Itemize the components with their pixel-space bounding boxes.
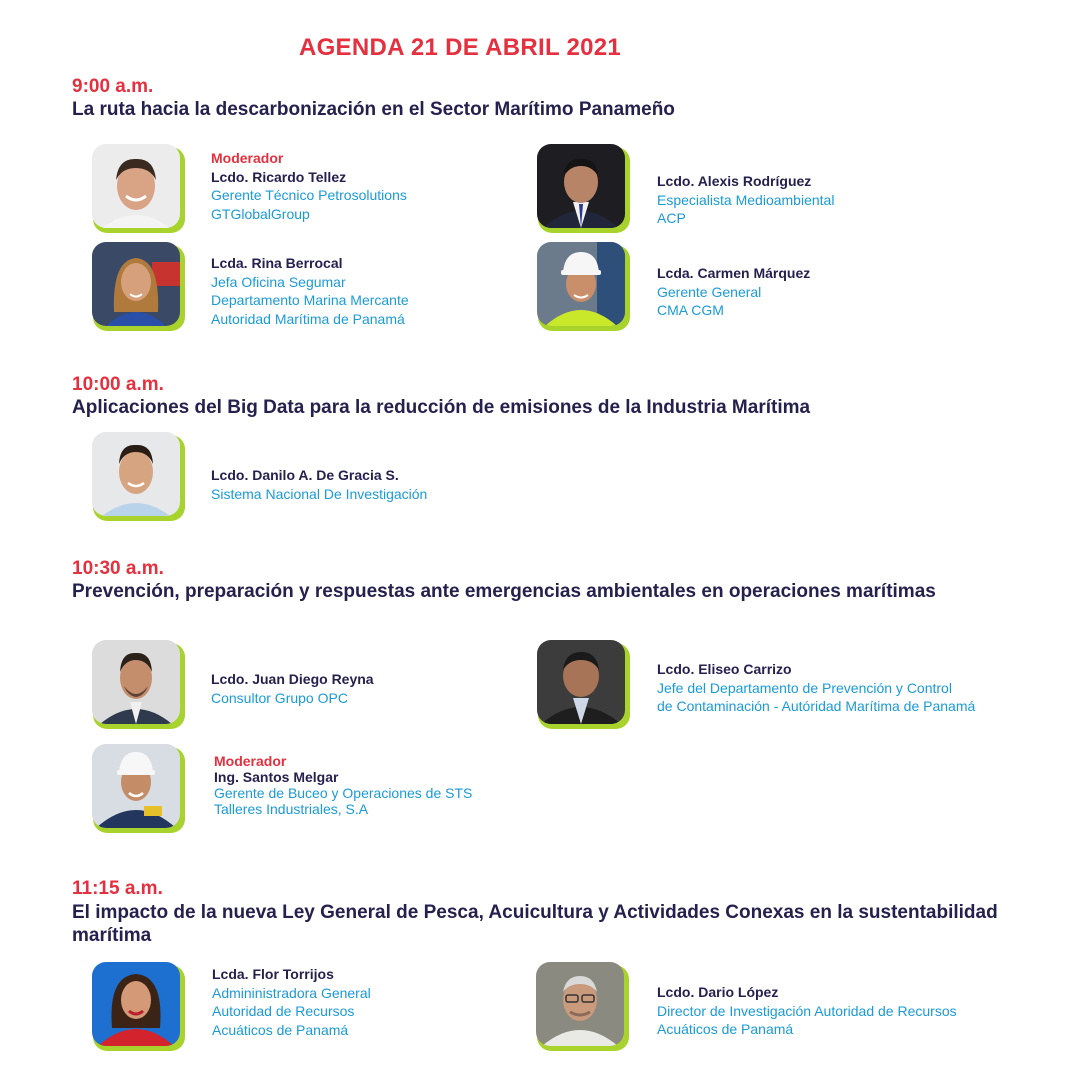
speaker-description: Jefa Oficina Segumar bbox=[211, 273, 346, 290]
speaker-card bbox=[212, 965, 371, 1039]
speaker-name: Lcdo. Danilo A. De Gracia S. bbox=[211, 467, 399, 483]
speaker-name: Lcdo. Ricardo Tellez bbox=[211, 168, 347, 185]
speaker-name: Lcda. Flor Torrijos bbox=[212, 966, 334, 982]
speaker-card bbox=[657, 660, 975, 716]
speaker-card bbox=[211, 670, 374, 707]
speaker-photo bbox=[92, 640, 182, 726]
speaker-name: Lcdo. Dario López bbox=[657, 984, 779, 1000]
session-time: 9:00 a.m. bbox=[72, 76, 154, 97]
speaker-photo bbox=[92, 744, 182, 830]
session-time: 11:15 a.m. bbox=[72, 878, 163, 899]
speaker-description: Jefe del Departamento de Prevención y Control bbox=[657, 679, 952, 696]
speaker-name: Lcda. Rina Berrocal bbox=[211, 255, 343, 271]
speaker-description: Sistema Nacional De Investigación bbox=[211, 485, 428, 502]
speaker-description: de Contaminación - Autóridad Marítima de Panamá bbox=[657, 698, 976, 714]
speaker-description: Talleres Industriales, S.A bbox=[214, 801, 369, 817]
speaker-description: Autoridad de Recursos bbox=[212, 1003, 355, 1019]
speaker-description: ACP bbox=[657, 210, 686, 226]
speaker-description: CMA CGM bbox=[657, 302, 724, 318]
speaker-photo bbox=[537, 242, 627, 328]
speaker-photo bbox=[536, 962, 626, 1048]
speaker-card bbox=[211, 466, 427, 503]
speaker-description: Consultor Grupo OPC bbox=[211, 689, 348, 706]
speaker-card bbox=[657, 264, 810, 320]
session-topic: El impacto de la nueva Ley General de Pesca, Acuicultura y Actividades Conexas en la sustentabilidad marítima bbox=[72, 902, 998, 946]
speaker-role: Moderador bbox=[214, 753, 287, 769]
speaker-name: Lcdo. Eliseo Carrizo bbox=[657, 661, 792, 677]
speaker-photo bbox=[92, 432, 182, 518]
speaker-description: Admininistradora General bbox=[212, 984, 371, 1001]
session-time: 10:30 a.m. bbox=[72, 558, 164, 579]
speaker-card bbox=[657, 983, 957, 1039]
session-topic: La ruta hacia la descarbonización en el Sector Marítimo Panameño bbox=[72, 99, 675, 120]
speaker-card bbox=[211, 149, 407, 223]
speaker-description: Director de Investigación Autoridad de Recursos bbox=[657, 1002, 957, 1019]
speaker-description: Acuáticos de Panamá bbox=[212, 1021, 349, 1038]
speaker-name: Lcda. Carmen Márquez bbox=[657, 265, 811, 281]
speaker-description: GTGlobalGroup bbox=[211, 205, 310, 222]
speaker-name: Lcdo. Alexis Rodríguez bbox=[657, 173, 812, 189]
speaker-role: Moderador bbox=[211, 150, 284, 166]
speaker-photo bbox=[537, 640, 627, 726]
speaker-card bbox=[214, 753, 472, 817]
speaker-photo bbox=[92, 144, 182, 230]
speaker-name: Lcdo. Juan Diego Reyna bbox=[211, 671, 374, 687]
speaker-card bbox=[657, 172, 834, 228]
speaker-description: Gerente General bbox=[657, 283, 762, 300]
speaker-photo bbox=[92, 962, 182, 1048]
speaker-description: Gerente Técnico Petrosolutions bbox=[211, 187, 407, 203]
speaker-description: Autoridad Marítima de Panamá bbox=[211, 310, 405, 327]
speaker-photo bbox=[92, 242, 182, 328]
speaker-card bbox=[211, 254, 409, 328]
session-topic: Aplicaciones del Big Data para la reducción de emisiones de la Industria Marítima bbox=[72, 397, 811, 418]
agenda-title: AGENDA 21 DE ABRIL 2021 bbox=[298, 34, 622, 61]
speaker-description: Gerente de Buceo y Operaciones de STS bbox=[214, 785, 473, 801]
speaker-description: Especialista Medioambiental bbox=[657, 191, 835, 208]
session-time: 10:00 a.m. bbox=[72, 374, 164, 395]
speaker-description: Departamento Marina Mercante bbox=[211, 292, 409, 308]
speaker-name: Ing. Santos Melgar bbox=[214, 769, 339, 785]
speaker-description: Acuáticos de Panamá bbox=[657, 1021, 794, 1037]
speaker-photo bbox=[537, 144, 627, 230]
session-topic: Prevención, preparación y respuestas ante emergencias ambientales en operaciones marítimas bbox=[72, 581, 936, 602]
